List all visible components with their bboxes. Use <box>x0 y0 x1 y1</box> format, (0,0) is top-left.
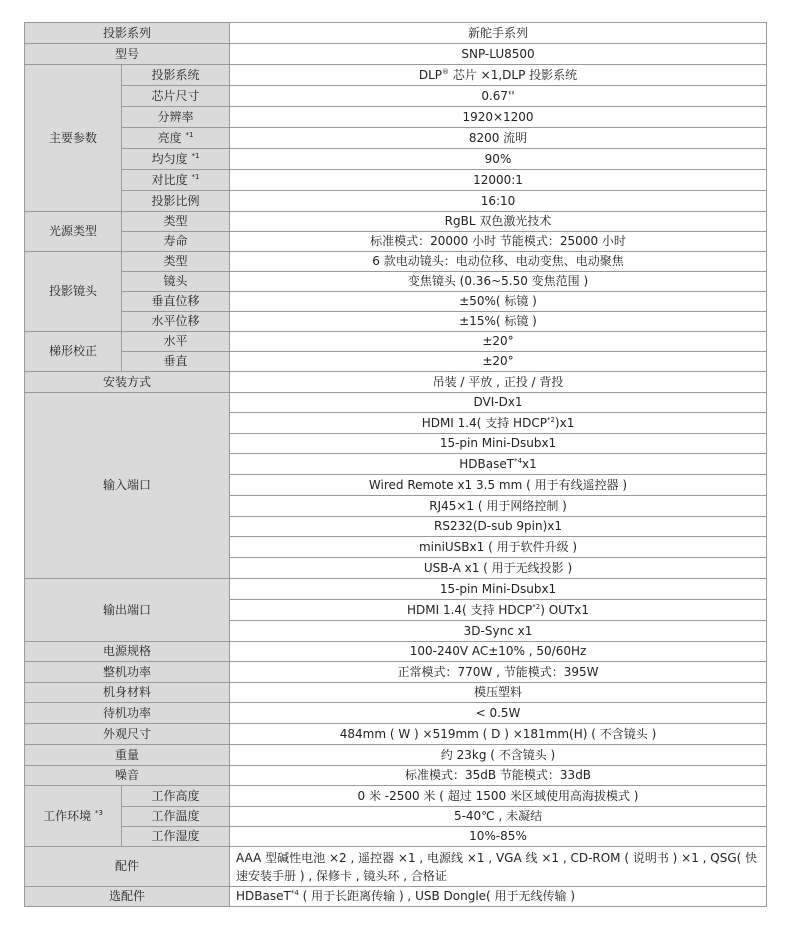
spec-value <box>230 724 767 745</box>
spec-value-text: HDBaseT <box>236 889 291 903</box>
spec-label-text: 选配件 <box>109 889 146 903</box>
spec-label <box>25 44 230 65</box>
spec-row <box>25 745 767 766</box>
spec-row <box>25 393 767 413</box>
spec-row <box>25 65 767 86</box>
spec-value-text-rest: )x1 <box>554 415 575 430</box>
spec-group-label <box>25 393 230 579</box>
spec-label <box>25 662 230 683</box>
spec-sub-label <box>122 212 230 232</box>
spec-row <box>25 703 767 724</box>
spec-row <box>25 724 767 745</box>
spec-value-text: 16:10 <box>480 193 516 208</box>
spec-value <box>230 44 767 65</box>
spec-value-text-rest: ) OUTx1 <box>540 602 590 617</box>
spec-label <box>25 642 230 662</box>
spec-value-text: 484mm ( W ) ×519mm ( D ) ×181mm(H) ( 不含镜头 ) <box>339 726 657 741</box>
spec-row <box>25 23 767 44</box>
spec-row <box>25 170 767 191</box>
spec-row <box>25 847 767 887</box>
spec-value-text: miniUSBx1 ( 用于软件升级 ) <box>418 539 578 554</box>
spec-value-text: 模压塑料 <box>474 685 523 699</box>
footnote-mark: *4 <box>290 889 299 897</box>
spec-group-label <box>25 786 122 847</box>
spec-value-text: DLP <box>418 67 443 82</box>
spec-row <box>25 312 767 332</box>
spec-table-body <box>25 23 767 907</box>
spec-row <box>25 107 767 128</box>
spec-value <box>230 413 767 434</box>
spec-sub-label <box>122 65 230 86</box>
spec-value-text: 0.67'' <box>481 88 515 103</box>
spec-label-text: 类型 <box>163 214 188 228</box>
spec-label-text: 输入端口 <box>103 478 152 492</box>
spec-label-text: 对比度 <box>151 172 188 187</box>
spec-value <box>230 579 767 600</box>
spec-sub-label <box>122 191 230 212</box>
spec-label <box>25 683 230 703</box>
spec-label-text: 投影比例 <box>151 193 200 208</box>
spec-value-text: Wired Remote x1 3.5 mm ( 用于有线遥控器 ) <box>368 477 628 492</box>
spec-value-text: 15-pin Mini-Dsubx1 <box>439 581 557 596</box>
spec-row <box>25 292 767 312</box>
footnote-mark: *4 <box>514 456 523 465</box>
spec-label-text: 待机功率 <box>103 705 152 720</box>
spec-row <box>25 683 767 703</box>
spec-value <box>230 65 767 86</box>
spec-label-text: 电源规格 <box>103 644 152 658</box>
spec-label-text: 亮度 <box>157 130 182 145</box>
spec-label-text: 型号 <box>115 46 140 61</box>
footnote-mark: *2 <box>532 602 541 611</box>
spec-label-text: 光源类型 <box>48 224 97 238</box>
spec-label <box>25 847 230 887</box>
spec-label-text: 垂直位移 <box>151 294 200 308</box>
spec-value-text: 3D-Sync x1 <box>463 623 533 638</box>
spec-value-text: 变焦镜头 (0.36~5.50 变焦范围 ) <box>407 274 589 288</box>
spec-value-text: 12000:1 <box>473 172 523 187</box>
spec-sub-label <box>122 786 230 807</box>
spec-label-text: 寿命 <box>163 234 188 248</box>
spec-row <box>25 766 767 786</box>
spec-group-label <box>25 332 122 372</box>
spec-value-text: < 0.5W <box>475 705 521 720</box>
spec-value <box>230 827 767 847</box>
spec-value <box>230 372 767 393</box>
spec-group-label <box>25 65 122 212</box>
spec-value-text: RgBL 双色激光技术 <box>444 214 552 228</box>
spec-value <box>230 252 767 272</box>
spec-value <box>230 107 767 128</box>
spec-value-text: 15-pin Mini-Dsubx1 <box>439 436 557 450</box>
spec-value-text: 5-40℃ , 未凝结 <box>453 809 543 823</box>
spec-label <box>25 372 230 393</box>
spec-value-text: ±20° <box>482 334 514 348</box>
spec-label-text: 工作环境 <box>43 808 92 823</box>
spec-row <box>25 807 767 827</box>
footnote-mark: *2 <box>546 415 555 424</box>
spec-label-text: 镜头 <box>163 274 188 288</box>
spec-value <box>230 662 767 683</box>
spec-group-label <box>25 579 230 642</box>
spec-value <box>230 496 767 517</box>
spec-label-text: 机身材料 <box>103 685 152 699</box>
spec-value <box>230 642 767 662</box>
spec-value <box>230 766 767 786</box>
spec-value <box>230 272 767 292</box>
spec-value-text: AAA 型碱性电池 ×2 , 遥控器 ×1 , 电源线 ×1 , VGA 线 ×1 , CD-ROM ( 说明书 ) ×1 , QSG( 快速安装手册 ) , 保修卡 , 镜头环 , 合格证 <box>236 850 758 883</box>
spec-value-text: 标准模式：35dB 节能模式：33dB <box>404 768 592 782</box>
spec-row <box>25 212 767 232</box>
spec-label-text: 输出端口 <box>103 602 152 617</box>
spec-value <box>230 621 767 642</box>
spec-sub-label <box>122 332 230 352</box>
spec-value <box>230 128 767 149</box>
spec-value <box>230 537 767 558</box>
spec-label-text: 均匀度 <box>151 151 188 166</box>
spec-group-label <box>25 252 122 332</box>
spec-value <box>230 212 767 232</box>
spec-value <box>230 558 767 579</box>
spec-sub-label <box>122 827 230 847</box>
spec-value-text: DVI-Dx1 <box>473 395 523 409</box>
footnote-mark: *1 <box>185 130 194 139</box>
spec-value <box>230 475 767 496</box>
spec-table <box>24 22 767 907</box>
spec-value <box>230 170 767 191</box>
spec-sub-label <box>122 149 230 170</box>
footnote-mark: *1 <box>191 172 200 181</box>
spec-value <box>230 191 767 212</box>
spec-row <box>25 372 767 393</box>
spec-value <box>230 23 767 44</box>
spec-value-text: HDBaseT <box>459 456 515 471</box>
spec-label-text: 垂直 <box>163 354 188 368</box>
spec-value <box>230 292 767 312</box>
spec-label-text: 类型 <box>163 254 188 268</box>
spec-value-text: 约 23kg ( 不含镜头 ) <box>440 747 556 762</box>
spec-value <box>230 517 767 537</box>
spec-sub-label <box>122 107 230 128</box>
spec-sub-label <box>122 232 230 252</box>
spec-label-text: 主要参数 <box>48 130 97 145</box>
spec-value <box>230 703 767 724</box>
spec-row <box>25 642 767 662</box>
spec-value-text: 1920×1200 <box>462 109 534 124</box>
spec-value <box>230 434 767 454</box>
spec-value-text: SNP-LU8500 <box>461 46 535 61</box>
spec-value <box>230 332 767 352</box>
spec-row <box>25 786 767 807</box>
spec-value-text: 吊装 / 平放 , 正投 / 背投 <box>432 374 564 389</box>
footnote-mark: *1 <box>191 151 200 160</box>
spec-value-text: 90% <box>484 151 512 166</box>
spec-row <box>25 887 767 907</box>
spec-value <box>230 352 767 372</box>
spec-label <box>25 724 230 745</box>
spec-value <box>230 786 767 807</box>
spec-sub-label <box>122 252 230 272</box>
spec-row <box>25 827 767 847</box>
spec-sub-label <box>122 352 230 372</box>
spec-value-text: 正常模式：770W , 节能模式：395W <box>397 664 599 679</box>
spec-label-text: 水平位移 <box>151 314 200 328</box>
spec-row <box>25 128 767 149</box>
spec-sub-label <box>122 128 230 149</box>
spec-label-text: 投影系统 <box>151 67 200 82</box>
spec-value <box>230 149 767 170</box>
spec-value-text: 标准模式：20000 小时 节能模式：25000 小时 <box>370 234 626 248</box>
spec-label-text: 配件 <box>115 859 140 873</box>
spec-value-text: RS232(D-sub 9pin)x1 <box>434 519 563 533</box>
spec-row <box>25 86 767 107</box>
spec-label-text: 分辨率 <box>157 109 194 124</box>
spec-row <box>25 332 767 352</box>
spec-value <box>230 312 767 332</box>
spec-label-text: 安装方式 <box>103 374 152 389</box>
spec-value-text: 0 米 -2500 米 ( 超过 1500 米区域使用高海拔模式 ) <box>357 788 639 803</box>
spec-value-text-rest: x1 <box>522 456 537 471</box>
spec-row <box>25 662 767 683</box>
spec-label-text: 工作温度 <box>151 809 200 823</box>
spec-value-text: 100-240V AC±10% , 50/60Hz <box>409 644 587 658</box>
spec-label-text: 工作高度 <box>151 788 200 803</box>
spec-value-text: USB-A x1 ( 用于无线投影 ) <box>423 560 573 575</box>
spec-label-text: 工作湿度 <box>151 829 200 843</box>
spec-label-text: 投影镜头 <box>48 284 97 298</box>
spec-value <box>230 683 767 703</box>
spec-sub-label <box>122 170 230 191</box>
spec-row <box>25 272 767 292</box>
spec-value-text: 6 款电动镜头：电动位移、电动变焦、电动聚焦 <box>372 254 624 268</box>
spec-value <box>230 847 767 887</box>
spec-value-text: HDMI 1.4( 支持 HDCP <box>407 602 533 617</box>
spec-row <box>25 149 767 170</box>
spec-label-text: 噪音 <box>115 768 140 782</box>
spec-value-text: 新舵手系列 <box>468 25 529 40</box>
spec-label-text: 芯片尺寸 <box>151 88 200 103</box>
spec-label <box>25 745 230 766</box>
spec-label-text: 梯形校正 <box>48 344 97 358</box>
spec-row <box>25 352 767 372</box>
spec-value-text-rest: ( 用于长距离传输 ) , USB Dongle( 用于无线传输 ) <box>298 889 576 903</box>
spec-label-text: 整机功率 <box>103 664 152 679</box>
spec-label-text: 投影系列 <box>103 25 152 40</box>
spec-value-text: ±50%( 标镜 ) <box>459 294 537 308</box>
spec-row <box>25 191 767 212</box>
spec-value <box>230 600 767 621</box>
spec-value-text: HDMI 1.4( 支持 HDCP <box>421 415 547 430</box>
spec-sub-label <box>122 807 230 827</box>
spec-label <box>25 703 230 724</box>
spec-value-text: 8200 流明 <box>468 130 528 145</box>
spec-value-text: RJ45×1 ( 用于网络控制 ) <box>429 498 567 513</box>
spec-row <box>25 232 767 252</box>
spec-value <box>230 393 767 413</box>
spec-row <box>25 579 767 600</box>
spec-value <box>230 454 767 475</box>
spec-label <box>25 23 230 44</box>
spec-row <box>25 44 767 65</box>
spec-value <box>230 887 767 907</box>
spec-label-text: 重量 <box>115 747 140 762</box>
spec-label <box>25 766 230 786</box>
spec-label <box>25 887 230 907</box>
spec-row <box>25 252 767 272</box>
spec-value <box>230 745 767 766</box>
spec-sub-label <box>122 272 230 292</box>
spec-label-text: 外观尺寸 <box>103 726 152 741</box>
spec-sub-label <box>122 292 230 312</box>
spec-sub-label <box>122 312 230 332</box>
footnote-mark: ® <box>442 67 450 76</box>
spec-value-text: ±20° <box>482 354 514 368</box>
spec-value-text-rest: 芯片 ×1,DLP 投影系统 <box>449 67 578 82</box>
spec-value-text: 10%-85% <box>469 829 527 843</box>
spec-value <box>230 807 767 827</box>
spec-label-text: 水平 <box>163 334 188 348</box>
spec-value-text: ±15%( 标镜 ) <box>459 314 537 328</box>
spec-group-label <box>25 212 122 252</box>
spec-value <box>230 86 767 107</box>
footnote-mark: *3 <box>94 808 103 817</box>
spec-sub-label <box>122 86 230 107</box>
spec-value <box>230 232 767 252</box>
